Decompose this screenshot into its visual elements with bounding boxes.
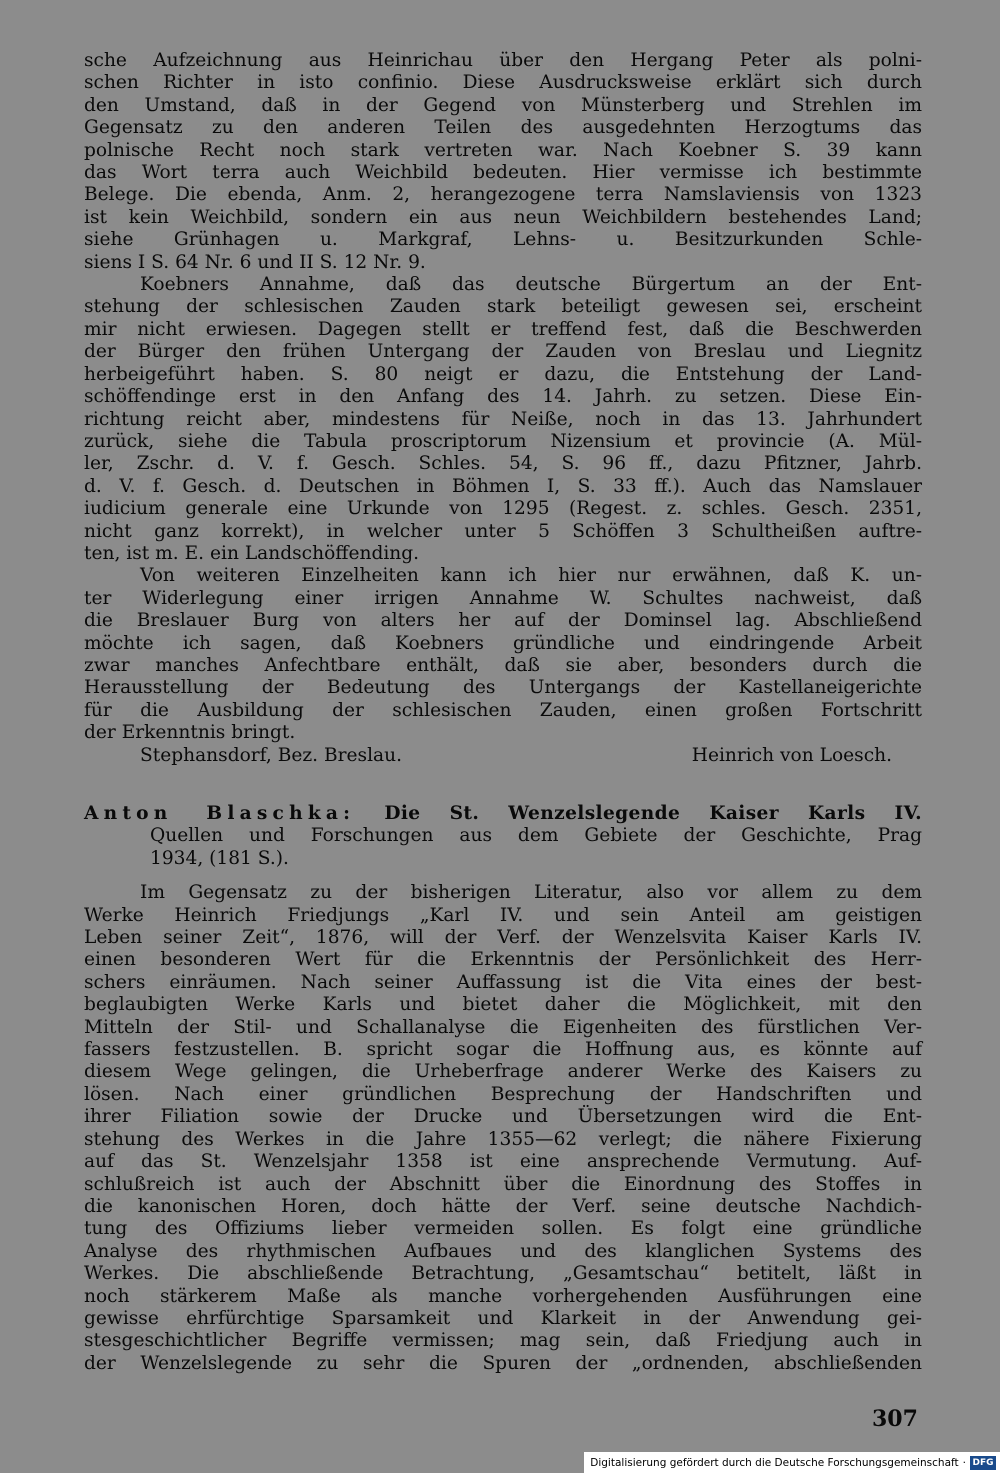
signature-line — [84, 745, 922, 767]
text-line: d. V. f. Gesch. d. Deutschen in Böhmen I, S. 33 ff.). Auch das Namslauer — [84, 475, 922, 497]
text-line: einen besonderen Wert für die Erkenntnis der Persönlichkeit des Herr- — [84, 949, 922, 971]
page-body — [84, 50, 922, 1375]
text-line: Belege. Die ebenda, Anm. 2, herangezogene terra Namslaviensis von 1323 — [84, 184, 922, 206]
text-line: schen Richter in isto confinio. Diese Ausdrucksweise erklärt sich durch — [84, 72, 922, 94]
text-line: Herausstellung der Bedeutung des Untergangs der Kastellaneigerichte — [84, 677, 922, 699]
text-line: Von weiteren Einzelheiten kann ich hier nur erwähnen, daß K. un- — [140, 565, 922, 587]
review-2-author: Anton Blaschka: — [84, 803, 356, 824]
footer-text: Digitalisierung gefördert durch die Deutsche Forschungsgemeinschaft — [590, 1456, 959, 1469]
text-line: der Bürger den frühen Untergang der Zauden von Breslau und Liegnitz — [84, 341, 922, 363]
text-line: der Wenzelslegende zu sehr die Spuren der „ordnenden, abschließenden — [84, 1352, 922, 1374]
text-line: Gegensatz zu den anderen Teilen des ausgedehnten Herzogtums das — [84, 117, 922, 139]
text-line: sche Aufzeichnung aus Heinrichau über den Hergang Peter als polni- — [84, 50, 922, 71]
text-line: Koebners Annahme, daß das deutsche Bürgertum an der Ent- — [140, 274, 922, 296]
review-1-text — [84, 50, 922, 745]
text-line: herbeigeführt haben. S. 80 neigt er dazu, die Entstehung der Land- — [84, 363, 922, 385]
text-line: stehung der schlesischen Zauden stark beteiligt gewesen sei, erscheint — [84, 296, 922, 318]
text-line: noch stärkerem Maße als manche vorhergehenden Ausführungen eine — [84, 1285, 922, 1307]
text-line: Analyse des rhythmischen Aufbaues und des klanglichen Systems des — [84, 1240, 922, 1262]
review-2-subtitle-1: Quellen und Forschungen aus dem Gebiete der Geschichte, Prag — [150, 825, 922, 847]
signature-place: Stephansdorf, Bez. Breslau. — [140, 744, 403, 766]
text-line: richtung reicht aber, mindestens für Neiße, noch in das 13. Jahrhundert — [84, 408, 922, 430]
text-line: ter Widerlegung einer irrigen Annahme W. Schultes nachweist, daß — [84, 587, 922, 609]
text-line: Werke Heinrich Friedjungs „Karl IV. und sein Anteil am geistigen — [84, 904, 922, 926]
text-line: mir nicht erwiesen. Dagegen stellt er treffend fest, daß die Beschwerden — [84, 318, 922, 340]
text-line: diesem Wege gelingen, die Urheberfrage anderer Werke des Kaisers zu — [84, 1061, 922, 1083]
text-line: iudicium generale eine Urkunde von 1295 (Regest. z. schles. Gesch. 2351, — [84, 498, 922, 520]
review-2-heading — [84, 803, 922, 825]
dfg-logo-icon: DFG — [970, 1456, 996, 1470]
text-line: Mitteln der Stil- und Schallanalyse die Eigenheiten des fürstlichen Ver- — [84, 1016, 922, 1038]
text-line: polnische Recht noch stark vertreten war. Nach Koebner S. 39 kann — [84, 139, 922, 161]
text-line: den Umstand, daß in der Gegend von Münsterberg und Strehlen im — [84, 94, 922, 116]
text-line: Leben seiner Zeit“, 1876, will der Verf. der Wenzelsvita Kaiser Karls IV. — [84, 927, 922, 949]
text-line: ist kein Weichbild, sondern ein aus neun Weichbildern bestehendes Land; — [84, 206, 922, 228]
page-number: 307 — [872, 1406, 918, 1432]
text-line: die Breslauer Burg von alters her auf der Dominsel lag. Abschließend — [84, 610, 922, 632]
text-line: ihrer Filiation sowie der Drucke und Übersetzungen wird die Ent- — [84, 1106, 922, 1128]
text-line: für die Ausbildung der schlesischen Zauden, einen großen Fortschritt — [84, 699, 922, 721]
digitization-footer: Digitalisierung gefördert durch die Deutsche Forschungsgemeinschaft · DFG — [584, 1452, 1000, 1473]
text-line: schöffendinge erst in den Anfang des 14. Jahrh. zu setzen. Diese Ein- — [84, 386, 922, 408]
text-line: Werkes. Die abschließende Betrachtung, „Gesamtschau“ betitelt, läßt in — [84, 1263, 922, 1285]
review-2-subtitle-2: 1934, (181 S.). — [150, 847, 289, 869]
text-line: schers einräumen. Nach seiner Auffassung ist die Vita eines der best- — [84, 971, 922, 993]
text-line: zurück, siehe die Tabula proscriptorum Nizensium et provincie (A. Mül- — [84, 430, 922, 452]
text-line: nicht ganz korrekt), in welcher unter 5 Schöffen 3 Schultheißen auftre- — [84, 520, 922, 542]
text-line: möchte ich sagen, daß Koebners gründliche und eindringende Arbeit — [84, 632, 922, 654]
text-line: ten, ist m. E. ein Landschöffending. — [84, 542, 420, 564]
text-line: die kanonischen Horen, doch hätte der Verf. seine deutsche Nachdich- — [84, 1195, 922, 1217]
text-line: stesgeschichtlicher Begriffe vermissen; mag sein, daß Friedjung auch in — [84, 1330, 922, 1352]
text-line: Im Gegensatz zu der bisherigen Literatur, also vor allem zu dem — [140, 882, 922, 904]
text-line: tung des Offiziums lieber vermeiden sollen. Es folgt eine gründliche — [84, 1218, 922, 1240]
text-line: stehung des Werkes in die Jahre 1355—62 verlegt; die nähere Fixierung — [84, 1128, 922, 1150]
review-2-title: Die St. Wenzelslegende Kaiser Karls IV. — [384, 803, 922, 824]
text-line: auf das St. Wenzelsjahr 1358 ist eine ansprechende Vermutung. Auf- — [84, 1151, 922, 1173]
text-line: siehe Grünhagen u. Markgraf, Lehns- u. Besitzurkunden Schle- — [84, 229, 922, 251]
text-line: lösen. Nach einer gründlichen Besprechung der Handschriften und — [84, 1083, 922, 1105]
text-line: ler, Zschr. d. V. f. Gesch. Schles. 54, S. 96 ff., dazu Pfitzner, Jahrb. — [84, 453, 922, 475]
signature-name: Heinrich von Loesch. — [691, 744, 892, 766]
text-line: siens I S. 64 Nr. 6 und II S. 12 Nr. 9. — [84, 251, 426, 273]
text-line: schlußreich ist auch der Abschnitt über die Einordnung des Stoffes in — [84, 1173, 922, 1195]
text-line: fassers festzustellen. B. spricht sogar die Hoffnung aus, es könnte auf — [84, 1039, 922, 1061]
text-line: beglaubigten Werke Karls und bietet daher die Möglichkeit, mit den — [84, 994, 922, 1016]
text-line: der Erkenntnis bringt. — [84, 722, 296, 744]
text-line: zwar manches Anfechtbare enthält, daß sie aber, besonders durch die — [84, 654, 922, 676]
review-2-text — [84, 882, 922, 1375]
text-line: gewisse ehrfürchtige Sparsamkeit und Klarkeit in der Anwendung gei- — [84, 1307, 922, 1329]
text-line: das Wort terra auch Weichbild bedeuten. Hier vermisse ich bestimmte — [84, 162, 922, 184]
